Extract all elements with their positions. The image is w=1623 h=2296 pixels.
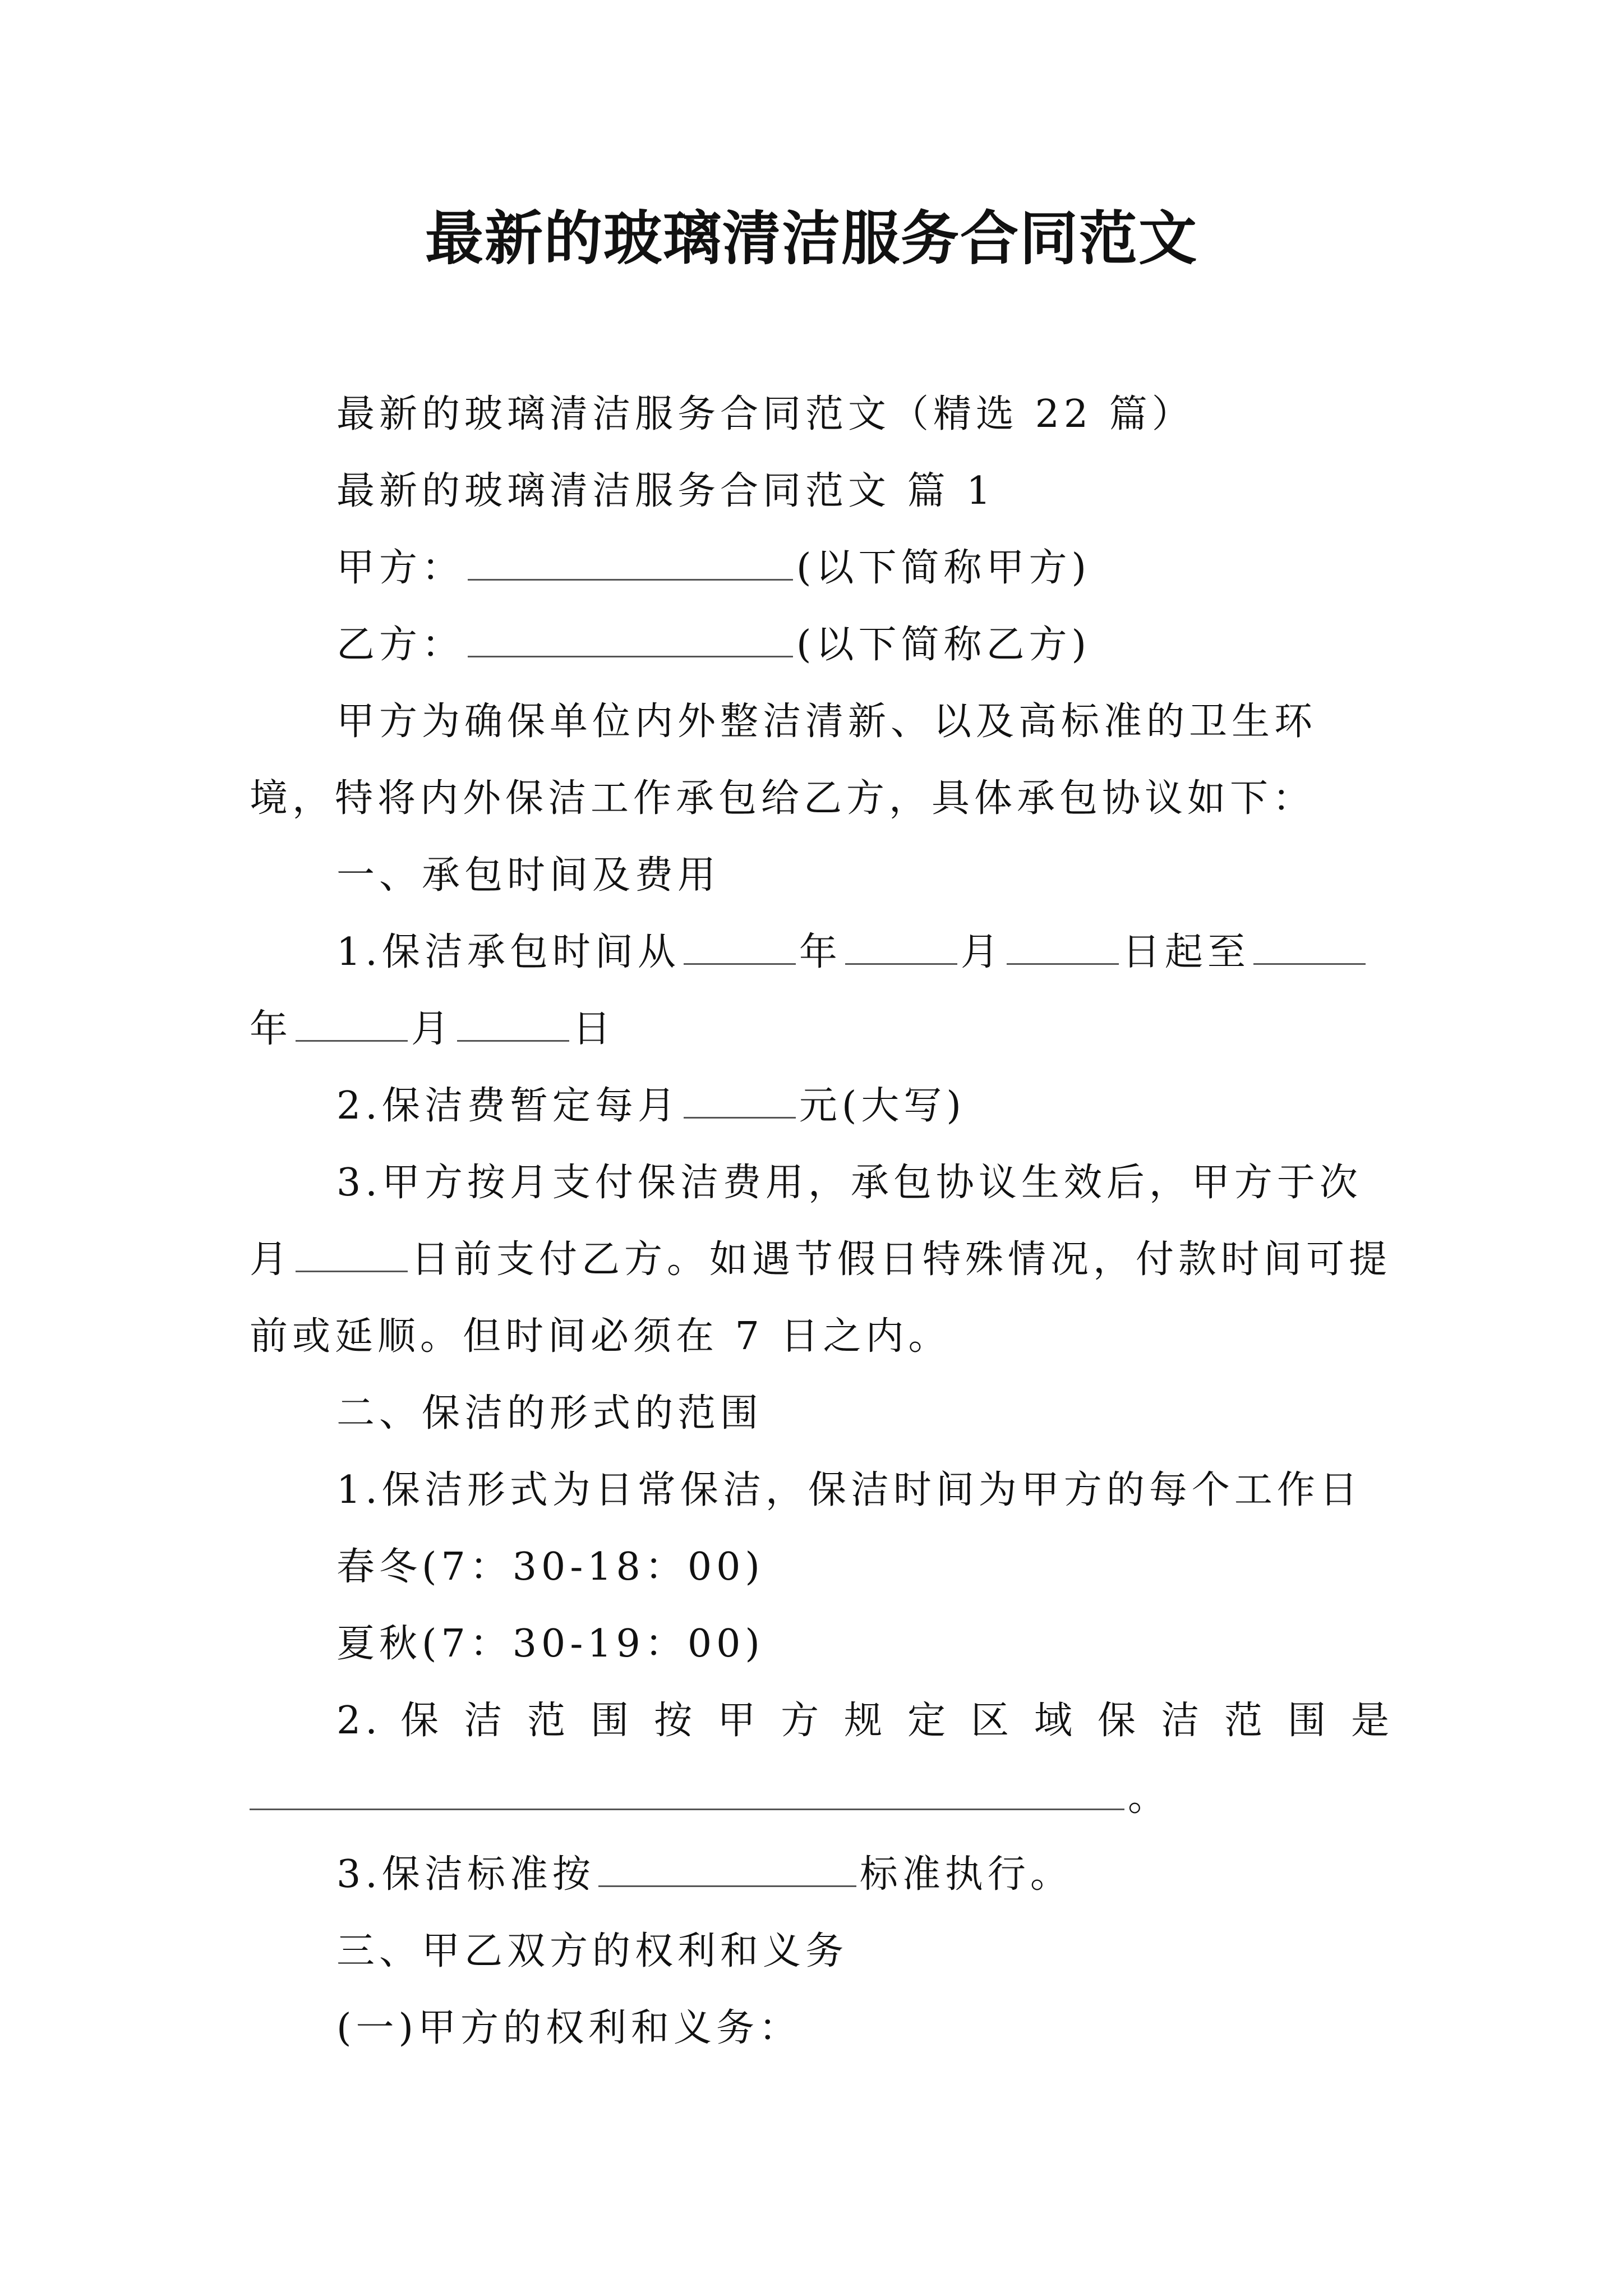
standard-blank <box>598 1852 856 1887</box>
paragraph-heading-3: 三、甲乙双方的权利和义务 <box>336 1929 849 1973</box>
scope-blank <box>250 1775 1124 1810</box>
paragraph-party-a <box>250 530 1394 606</box>
period-blank-3 <box>1007 930 1119 965</box>
period-text-g: 日 <box>573 1007 616 1051</box>
period-blank-5 <box>296 1006 408 1042</box>
paragraph-contract-period <box>250 914 1394 1068</box>
paragraph-cleaning-scope-blank-line <box>250 1759 1394 1836</box>
period-blank-4 <box>1253 930 1366 965</box>
scope-end-mark: 。 <box>1128 1775 1171 1820</box>
fee-text-a: 2.保洁费暂定每月 <box>336 1084 680 1128</box>
period-text-f: 月 <box>411 1007 454 1051</box>
party-b-suffix: (以下简称乙方) <box>796 623 1091 667</box>
paragraph-party-b <box>250 606 1394 683</box>
standard-text-b: 标准执行。 <box>859 1852 1073 1897</box>
paragraph-heading-2: 二、保洁的形式的范围 <box>336 1391 763 1435</box>
period-blank-1 <box>684 930 796 965</box>
paragraph-cleaning-scope: 2. 保 洁 范 围 按 甲 方 规 定 区 域 保 洁 范 围 是 <box>336 1699 1394 1743</box>
fee-blank <box>684 1083 796 1119</box>
party-a-blank <box>468 545 793 581</box>
paragraph-heading-1: 一、承包时间及费用 <box>336 853 721 898</box>
document-title: 最新的玻璃清洁服务合同范文 <box>425 204 1198 273</box>
party-a-suffix: (以下简称甲方) <box>796 546 1091 590</box>
period-text-d: 日起至 <box>1122 930 1250 974</box>
payment-text-a: 3.甲方按月支付保洁费用，承包协议生效后，甲方于次月 <box>250 1161 1362 1282</box>
paragraph-subtitle: 最新的玻璃清洁服务合同范文（精选 22 篇） <box>336 392 1195 436</box>
payment-blank <box>296 1237 408 1272</box>
document-body <box>250 376 1394 2067</box>
paragraph-monthly-fee <box>250 1068 1394 1144</box>
party-b-blank <box>468 622 793 657</box>
period-text-a: 1.保洁承包时间从 <box>336 930 680 974</box>
payment-text-b: 日前支付乙方。如遇节假日特殊情况，付款时间可提前或延顺。但时间必须在 7 日之内。 <box>250 1237 1392 1359</box>
paragraph-spring-winter-hours: 春冬(7：30-18：00) <box>336 1545 764 1589</box>
period-text-e: 年 <box>250 1007 293 1051</box>
party-b-label: 乙方： <box>336 623 465 667</box>
period-text-c: 月 <box>960 930 1003 974</box>
paragraph-payment <box>250 1144 1394 1375</box>
paragraph-summer-autumn-hours: 夏秋(7：30-19：00) <box>336 1622 764 1666</box>
paragraph-party-a-rights: (一)甲方的权利和义务： <box>336 2006 802 2050</box>
fee-text-b: 元(大写) <box>799 1084 966 1128</box>
paragraph-intro: 甲方为确保单位内外整洁清新、以及高标准的卫生环境，特将内外保洁工作承包给乙方，具体承包协议如下： <box>250 700 1317 821</box>
standard-text-a: 3.保洁标准按 <box>336 1852 595 1897</box>
paragraph-section-heading: 最新的玻璃清洁服务合同范文 篇 1 <box>336 469 995 513</box>
paragraph-cleaning-standard <box>250 1836 1394 1913</box>
party-a-label: 甲方： <box>336 546 465 590</box>
paragraph-cleaning-form: 1.保洁形式为日常保洁，保洁时间为甲方的每个工作日 <box>336 1468 1362 1512</box>
period-blank-6 <box>457 1006 569 1042</box>
period-blank-2 <box>845 930 957 965</box>
period-text-b: 年 <box>799 930 842 974</box>
